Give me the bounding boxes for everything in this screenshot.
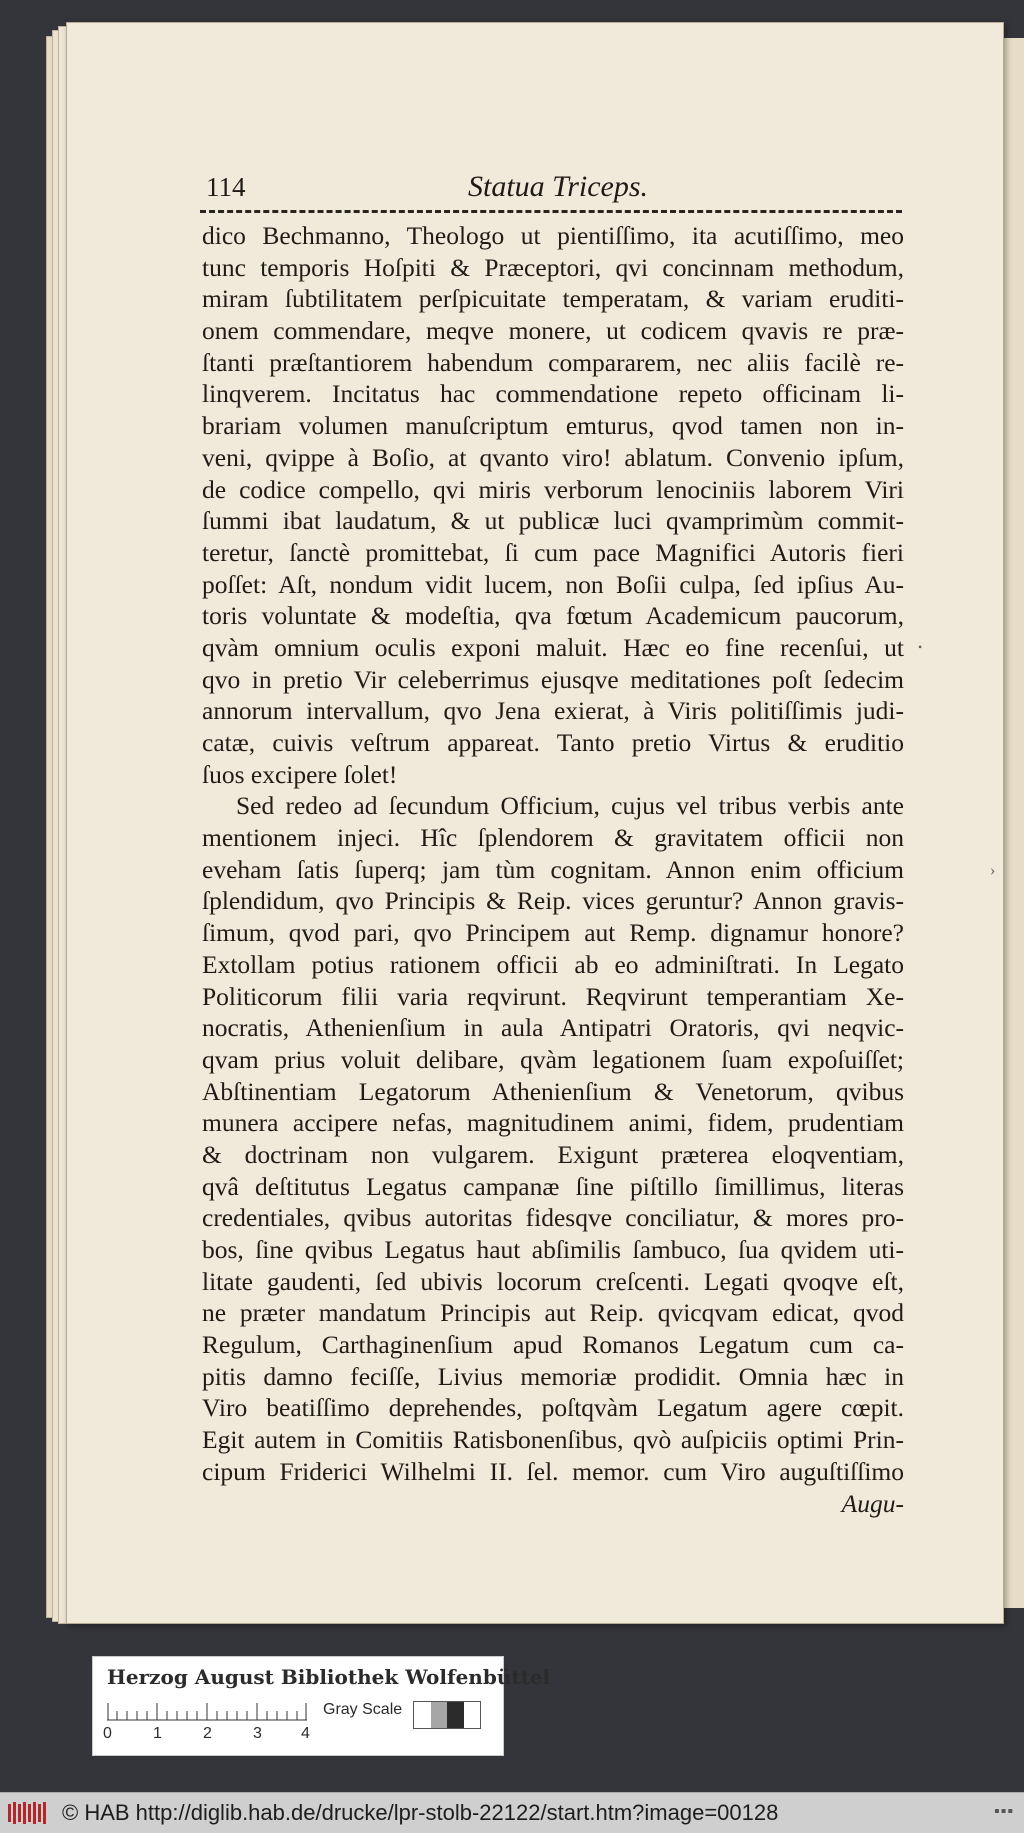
text-line: ſummi ibat laudatum, & ut publicæ luci qvamprimùm commit- [202, 506, 904, 536]
text-line: nocratis, Athenienſium in aula Antipatri Oratoris, qvi neqvic- [202, 1013, 904, 1043]
text-line: ne præter mandatum Principis aut Reip. qvicqvam edicat, qvod [202, 1298, 904, 1328]
ruler-number: 2 [203, 1725, 212, 1742]
text-line: qvam prius voluit delibare, qvàm legationem ſuam expoſuiſſet; [202, 1044, 904, 1074]
text-line: pitis damno feciſſe, Livius memoriæ prodidit. Omnia hæc in [202, 1361, 904, 1391]
ruler-number: 4 [301, 1725, 310, 1742]
margin-mark: › [990, 862, 996, 879]
page-speck: • [918, 640, 923, 654]
text-line: ſplendidum, qvo Principis & Reip. vices geruntur? Annon gravis- [202, 886, 904, 916]
ruler-number: 3 [253, 1725, 262, 1742]
text-line: miram ſubtilitatem perſpicuitate temperatam, & variam eruditi- [202, 284, 904, 314]
text-line: qvâ deſtitutus Legatus campanæ ſine piſtillo ſimillimus, literas [202, 1171, 904, 1201]
more-dots-icon[interactable]: ▪▪▪ [993, 1803, 1014, 1820]
running-head [206, 168, 896, 208]
text-line: brariam volumen manuſcriptum emturus, qvod tamen non in- [202, 411, 904, 441]
library-scale-card [92, 1656, 551, 1756]
text-line: onem commendare, meqve monere, ut codicem qvavis re præ- [202, 316, 904, 346]
library-name: Herzog August Bibliothek Wolfenbüttel [107, 1665, 551, 1689]
running-title: Statua Triceps. [468, 170, 649, 203]
footer-bar [0, 1792, 1024, 1833]
footer-copyright-url[interactable]: © HAB http://diglib.hab.de/drucke/lpr-stolb-22122/start.htm?image=00128 [62, 1800, 779, 1825]
page-body-text [202, 220, 904, 1519]
text-line: tunc temporis Hoſpiti & Præceptori, qvi concinnam methodum, [202, 252, 904, 282]
text-line: Regulum, Carthaginenſium apud Romanos Legatum cum ca- [202, 1330, 904, 1360]
text-line: poſſet: Aſt, nondum vidit lucem, non Boſii culpa, ſed ipſius Au- [202, 569, 904, 599]
text-line: linqverem. Incitatus hac commendatione repeto officinam li- [202, 379, 904, 409]
text-line: Sed redeo ad ſecundum Officium, cujus vel tribus verbis ante [236, 791, 904, 821]
hab-logo-icon[interactable] [6, 1800, 52, 1826]
ruler-scale [107, 1703, 307, 1721]
ruler-number: 1 [153, 1725, 162, 1742]
text-line: teretur, ſanctè promittebat, ſi cum pace Magnifici Autoris fieri [202, 537, 904, 567]
text-line: de codice compello, qvi miris verborum lenociniis laborem Viri [202, 474, 904, 504]
head-rule [200, 210, 902, 213]
text-line: Egit autem in Comitiis Ratisbonenſibus, qvò auſpiciis optimi Prin- [202, 1425, 904, 1455]
text-line: toris voluntate & modeſtia, qva fœtum Academicum paucorum, [202, 601, 904, 631]
text-line: Viro beatiſſimo deprehendes, poſtqvàm Legatum agere cœpit. [202, 1393, 904, 1423]
text-line: cipum Friderici Wilhelmi II. ſel. memor. cum Viro auguſtiſſimo [202, 1456, 904, 1486]
text-line: Abſtinentiam Legatorum Athenienſium & Venetorum, qvibus [202, 1076, 904, 1106]
text-line: bos, ſine qvibus Legatus haut abſimilis ſambuco, ſua qvidem uti- [202, 1235, 904, 1264]
gray-scale-label: Gray Scale [323, 1701, 403, 1718]
catchword: Augu- [841, 1488, 904, 1518]
page-number: 114 [206, 172, 246, 202]
text-line: credentiales, qvibus autoritas fidesqve conciliatur, & mores pro- [202, 1203, 904, 1233]
text-line: annorum intervallum, qvo Jena exierat, à Viris politiſſimis judi- [202, 696, 904, 726]
ruler-number: 0 [103, 1725, 112, 1742]
text-line: & doctrinam non vulgarem. Exigunt præterea eloqventiam, [202, 1139, 904, 1169]
text-line: ſuos excipere ſolet! [202, 759, 398, 789]
text-line: mentionem injeci. Hîc ſplendorem & gravitatem officii non [202, 823, 904, 853]
text-line: ſtanti præſtantiorem habendum compararem, nec aliis facilè re- [202, 347, 904, 377]
gray-scale-swatches [413, 1701, 481, 1729]
text-line: qvàm omnium oculis exponi maluit. Hæc eo fine recenſui, ut [202, 632, 904, 662]
text-line: Extollam potius rationem officii ab eo adminiſtrati. In Legato [202, 949, 904, 979]
text-line: eveham ſatis ſuperq; jam tùm cognitam. Annon enim officium [202, 854, 904, 884]
text-line: munera accipere nefas, magnitudinem animi, fidem, prudentiam [202, 1108, 904, 1138]
text-line: catæ, cuivis veſtrum appareat. Tanto pretio Virtus & eruditio [202, 728, 904, 757]
text-line: ſimum, qvod pari, qvo Principem aut Remp. dignamur honore? [202, 918, 904, 948]
text-line: qvo in pretio Vir celeberrimus ejusqve meditationes poſt ſedecim [202, 664, 904, 694]
text-line: dico Bechmanno, Theologo ut pientiſſimo, ita acutiſſimo, meo [202, 221, 904, 250]
text-line: Politicorum filii varia reqvirunt. Reqvirunt temperantiam Xe- [202, 981, 904, 1011]
text-line: litate gaudenti, ſed ubivis locorum creſcenti. Legati qvoqve eſt, [202, 1266, 904, 1296]
text-line: veni, qvippe à Boſio, at qvanto viro! ablatum. Convenio ipſum, [202, 442, 904, 472]
